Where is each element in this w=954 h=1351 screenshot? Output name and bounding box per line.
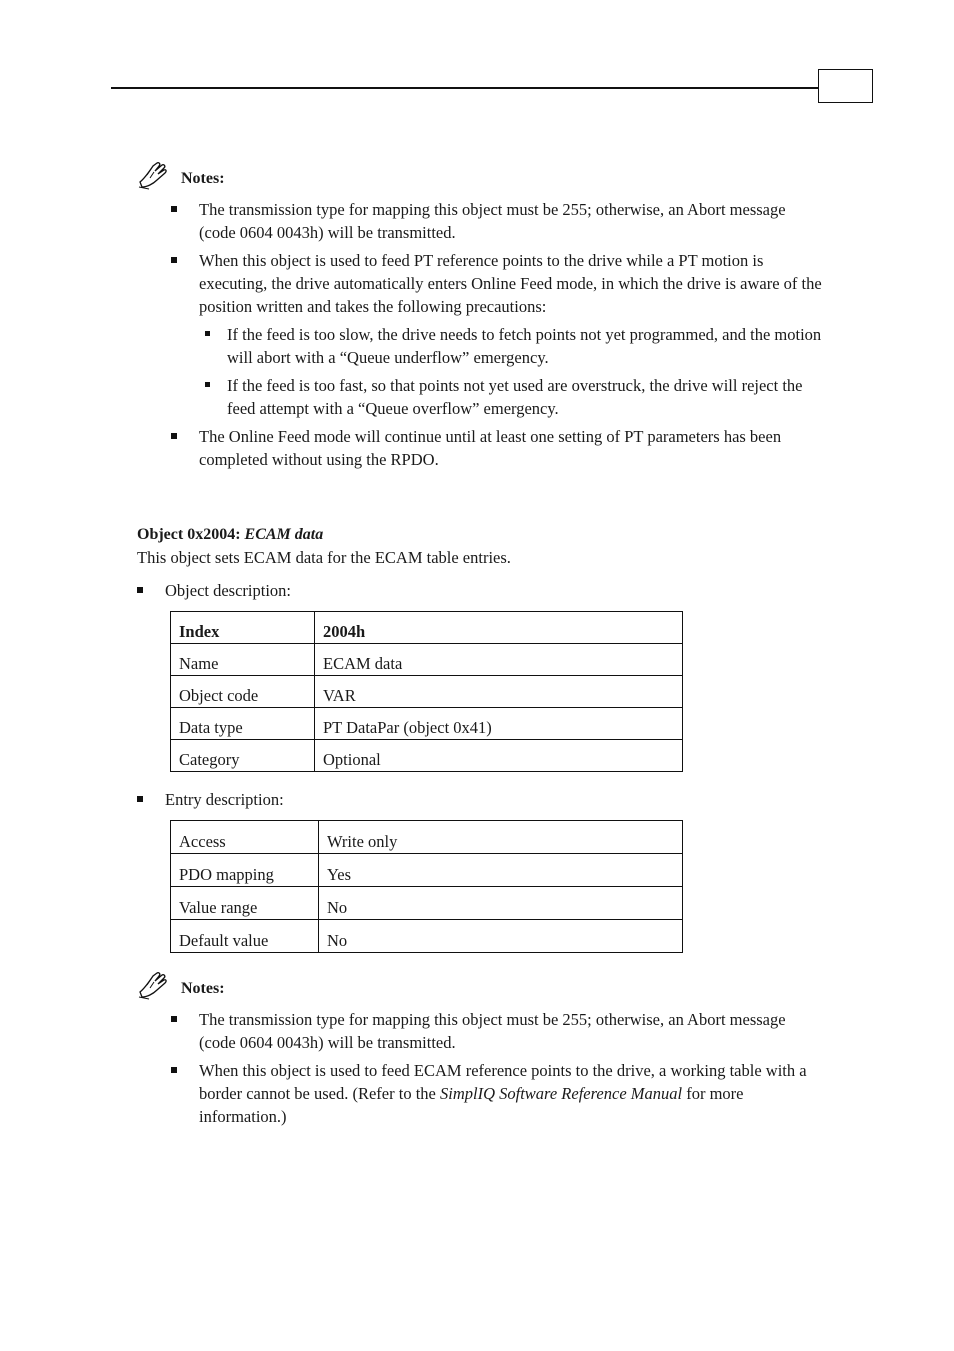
header-rule [111, 87, 819, 89]
list-item [165, 788, 765, 811]
entry-description-table [170, 820, 683, 953]
sub-list-item [227, 374, 827, 420]
bullet-marker [171, 1067, 177, 1073]
table-value: Write only [319, 821, 683, 854]
sub-list-item [227, 323, 827, 369]
list-item-text: The Online Feed mode will continue until at least one setting of PT parameters has been completed without using the RPDO. [199, 427, 782, 469]
object-description: This object sets ECAM data for the ECAM table entries. [137, 548, 511, 567]
object-title-name: ECAM data [244, 526, 324, 543]
table-value: ECAM data [315, 644, 683, 676]
table-value: Yes [319, 854, 683, 887]
list-item [165, 579, 765, 602]
list-item [199, 249, 824, 318]
table-key: Value range [171, 887, 319, 920]
list-item [199, 198, 824, 244]
manual-title: SimplIQ Software Reference Manual [440, 1084, 683, 1103]
table-row [171, 920, 683, 953]
table-key: Access [171, 821, 319, 854]
table-value: PT DataPar (object 0x41) [315, 708, 683, 740]
table-row [171, 708, 683, 740]
table-row [171, 644, 683, 676]
bullet-marker [137, 796, 143, 802]
table-key: Default value [171, 920, 319, 953]
bullet-marker [171, 206, 177, 212]
list-item-text: The transmission type for mapping this object must be 255; otherwise, an Abort message (code 0604 0043h) will be transmitted. [199, 1010, 786, 1052]
note-hand-icon [137, 970, 169, 1000]
table-row [171, 612, 683, 644]
list-item-text: Entry description: [165, 790, 284, 809]
table-key: Data type [171, 708, 315, 740]
list-item-text: When this object is used to feed PT reference points to the drive while a PT motion is executing, the drive automatically enters Online Feed mode, in which the drive is aware of the position written and takes the following precautions: [199, 251, 822, 316]
table-value: 2004h [315, 612, 683, 644]
table-key: Object code [171, 676, 315, 708]
notes-header [137, 160, 337, 194]
list-item-text: When this object is used to feed ECAM reference points to the drive, a working table with a border cannot be used. (Refer to the [199, 1061, 807, 1103]
table-value: No [319, 920, 683, 953]
notes-label: Notes: [181, 980, 225, 997]
bullet-marker [171, 1016, 177, 1022]
list-item [199, 425, 824, 471]
list-item-text: for more information.) [199, 1084, 744, 1126]
object-title-prefix: Object 0x2004: [137, 526, 245, 543]
table-row [171, 676, 683, 708]
table-key: Index [171, 612, 315, 644]
bullet-marker [137, 587, 143, 593]
table-row [171, 821, 683, 854]
list-item-text: The transmission type for mapping this object must be 255; otherwise, an Abort message (code 0604 0043h) will be transmitted. [199, 200, 786, 242]
table-value: Optional [315, 740, 683, 772]
notes-header [137, 970, 337, 1004]
note-hand-icon [137, 160, 169, 190]
list-item-text: If the feed is too slow, the drive needs to fetch points not yet programmed, and the motion will abort with a “Queue underflow” emergency. [227, 325, 822, 367]
list-item [199, 1008, 824, 1054]
list-item [199, 1059, 824, 1128]
page-number-box [818, 69, 873, 103]
list-item-text: If the feed is too fast, so that points not yet used are overstruck, the drive will reject the feed attempt with a “Queue overflow” emergency. [227, 376, 803, 418]
table-key: PDO mapping [171, 854, 319, 887]
table-key: Category [171, 740, 315, 772]
bullet-marker [171, 257, 177, 263]
object-title [137, 526, 323, 544]
table-key: Name [171, 644, 315, 676]
object-description-table [170, 611, 683, 772]
bullet-marker [205, 331, 210, 336]
bullet-marker [205, 382, 210, 387]
table-row [171, 887, 683, 920]
table-row [171, 740, 683, 772]
table-value: No [319, 887, 683, 920]
notes-label: Notes: [181, 170, 225, 187]
list-item-text: Object description: [165, 581, 292, 600]
bullet-marker [171, 433, 177, 439]
table-row [171, 854, 683, 887]
table-value: VAR [315, 676, 683, 708]
